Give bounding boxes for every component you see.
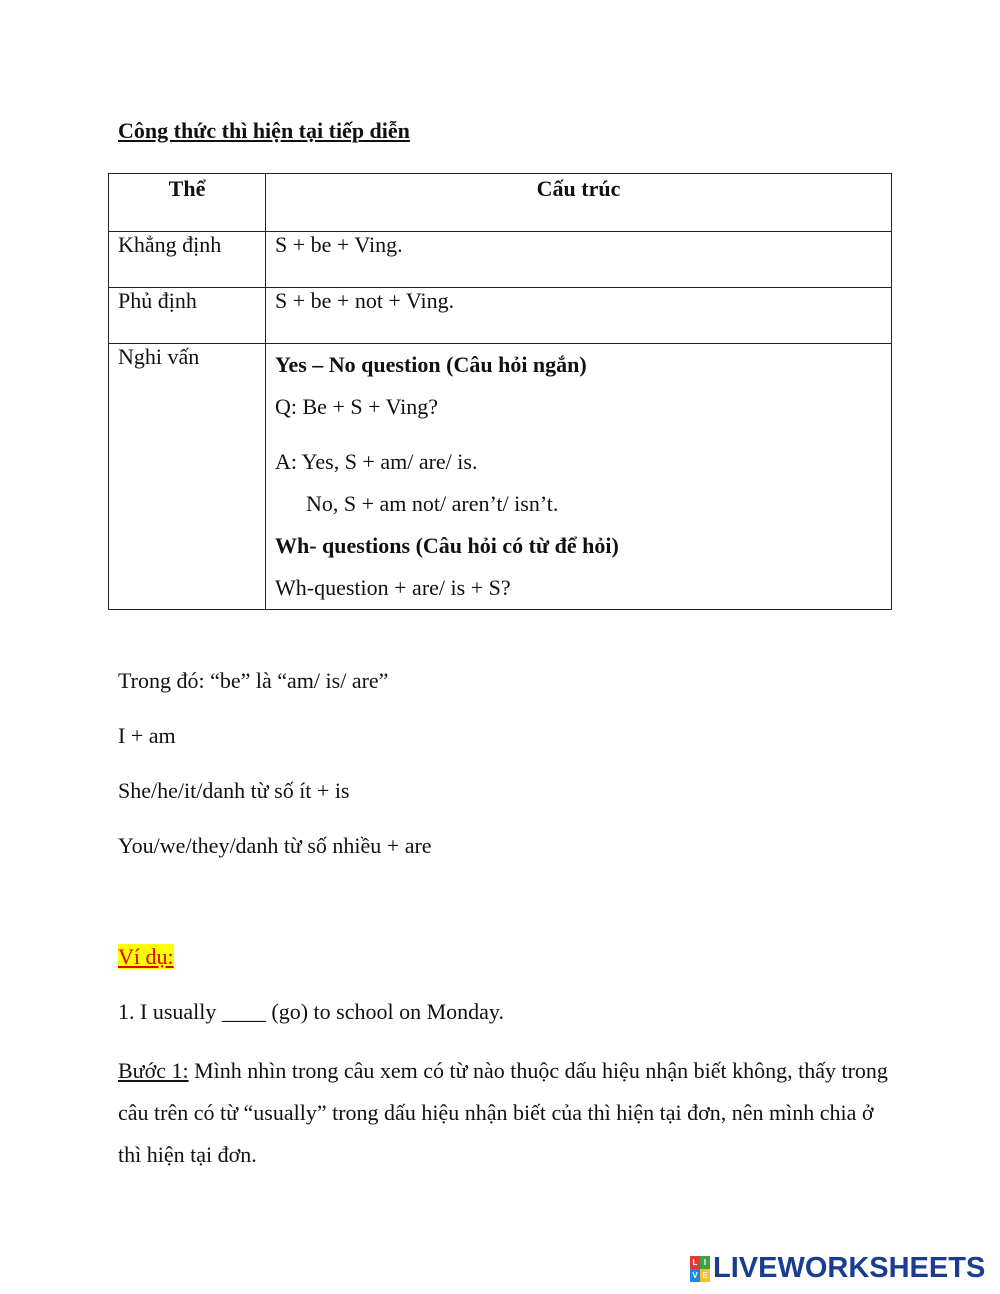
example-label-line xyxy=(118,944,174,970)
logo-mark-letter: V xyxy=(690,1269,700,1282)
logo-mark-letter: L xyxy=(690,1256,700,1269)
example-label: Ví dụ: xyxy=(118,944,174,969)
structure-cell: S + be + Ving. xyxy=(266,232,892,288)
logo-mark-letter: I xyxy=(700,1256,710,1269)
yes-no-heading: Yes – No question (Câu hỏi ngắn) xyxy=(275,352,587,377)
note-be-definition: Trong đó: “be” là “am/ is/ are” xyxy=(118,668,389,693)
table-header-row xyxy=(109,174,892,232)
answer-no-formula: No, S + am not/ aren’t/ isn’t. xyxy=(306,491,559,516)
example-sentence: 1. I usually ____ (go) to school on Monday. xyxy=(118,999,504,1024)
liveworksheets-logo xyxy=(690,1252,985,1285)
logo-text: LIVEWORKSHEETS xyxy=(713,1252,986,1284)
wh-formula: Wh-question + are/ is + S? xyxy=(275,575,511,600)
step-paragraph xyxy=(118,1050,888,1176)
table-row-affirmative xyxy=(109,232,892,288)
form-cell: Phủ định xyxy=(109,288,266,344)
note-singular-is: She/he/it/danh từ số ít + is xyxy=(118,778,350,803)
answer-yes-formula: A: Yes, S + am/ are/ is. xyxy=(275,449,478,474)
note-i-am: I + am xyxy=(118,723,176,748)
table-row-interrogative xyxy=(109,344,892,610)
table-row-negative xyxy=(109,288,892,344)
note-plural-are: You/we/they/danh từ số nhiều + are xyxy=(118,833,432,858)
logo-mark-icon xyxy=(690,1256,710,1282)
header-form: Thể xyxy=(109,174,266,232)
formula-table xyxy=(108,173,892,610)
form-cell: Nghi vấn xyxy=(109,344,266,610)
structure-cell: S + be + not + Ving. xyxy=(266,288,892,344)
structure-cell xyxy=(266,344,892,610)
form-cell: Khẳng định xyxy=(109,232,266,288)
step-text: Mình nhìn trong câu xem có từ nào thuộc dấu hiệu nhận biết không, thấy trong câu trên có từ “usually” trong dấu hiệu nhận biết của thì hiện tại đơn, nên mình chia ở thì hiện tại đơn. xyxy=(118,1058,888,1167)
question-formula: Q: Be + S + Ving? xyxy=(275,394,439,419)
header-structure: Cấu trúc xyxy=(266,174,892,232)
logo-mark-letter: E xyxy=(700,1269,710,1282)
document-title: Công thức thì hiện tại tiếp diễn xyxy=(118,118,410,143)
step-label: Bước 1: xyxy=(118,1058,189,1083)
wh-heading: Wh- questions (Câu hỏi có từ để hỏi) xyxy=(275,533,619,558)
